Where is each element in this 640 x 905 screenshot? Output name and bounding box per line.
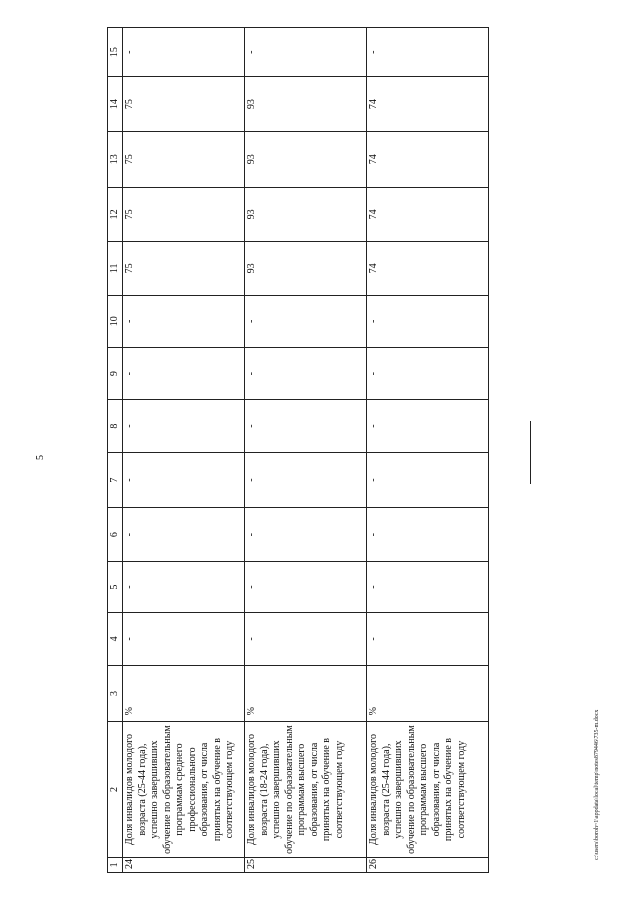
value-cell: - bbox=[123, 452, 245, 508]
header-cell: 11 bbox=[108, 242, 123, 295]
row-number-cell: 25 bbox=[245, 857, 367, 872]
value-cell: 93 bbox=[245, 187, 367, 242]
unit-cell: % bbox=[367, 665, 489, 722]
row-number-cell: 24 bbox=[123, 857, 245, 872]
header-cell: 10 bbox=[108, 295, 123, 347]
value-cell: - bbox=[245, 347, 367, 399]
value-cell: - bbox=[245, 28, 367, 77]
value-cell: - bbox=[367, 508, 489, 561]
value-cell: - bbox=[245, 508, 367, 561]
indicator-name-cell: Доля инвалидов молодого возраста (18-24 года), успешно завершивших обучение по образовательным программам высшего образования, от числа принятых на обучение в соответствующем году bbox=[245, 722, 367, 857]
value-cell: - bbox=[123, 508, 245, 561]
value-cell: - bbox=[245, 452, 367, 508]
indicators-table-wrapper bbox=[107, 27, 489, 873]
value-cell: 93 bbox=[245, 131, 367, 187]
row-number-cell: 26 bbox=[367, 857, 489, 872]
value-cell: 74 bbox=[367, 187, 489, 242]
value-cell: 93 bbox=[245, 77, 367, 132]
unit-cell: % bbox=[245, 665, 367, 722]
value-cell: 74 bbox=[367, 242, 489, 295]
table-row bbox=[367, 28, 489, 873]
file-path: c:\users\boroh~1\appdata\local\temp\notes879446\735-m.docx bbox=[594, 709, 600, 860]
value-cell: 75 bbox=[123, 131, 245, 187]
value-cell: - bbox=[245, 295, 367, 347]
unit-cell: % bbox=[123, 665, 245, 722]
column-number-row bbox=[108, 28, 123, 873]
value-cell: - bbox=[123, 613, 245, 665]
value-cell: - bbox=[123, 28, 245, 77]
header-cell: 14 bbox=[108, 77, 123, 132]
table-row bbox=[245, 28, 367, 873]
value-cell: - bbox=[123, 400, 245, 452]
header-cell: 13 bbox=[108, 131, 123, 187]
footnote-rule bbox=[530, 421, 531, 484]
header-cell: 5 bbox=[108, 561, 123, 612]
header-cell: 15 bbox=[108, 28, 123, 77]
value-cell: - bbox=[123, 295, 245, 347]
header-cell: 6 bbox=[108, 508, 123, 561]
header-cell: 2 bbox=[108, 722, 123, 857]
indicator-name-cell: Доля инвалидов молодого возраста (25-44 года), успешно завершивших обучение по образовательным программам высшего образования, от числа принятых на обучение в соответствующем году bbox=[367, 722, 489, 857]
header-cell: 7 bbox=[108, 452, 123, 508]
value-cell: - bbox=[367, 400, 489, 452]
value-cell: 75 bbox=[123, 77, 245, 132]
header-cell: 9 bbox=[108, 347, 123, 399]
value-cell: - bbox=[367, 452, 489, 508]
value-cell: - bbox=[123, 561, 245, 612]
value-cell: 75 bbox=[123, 242, 245, 295]
header-cell: 8 bbox=[108, 400, 123, 452]
table-body bbox=[108, 28, 489, 873]
value-cell: 75 bbox=[123, 187, 245, 242]
header-cell: 1 bbox=[108, 857, 123, 872]
value-cell: - bbox=[367, 347, 489, 399]
value-cell: - bbox=[367, 28, 489, 77]
page-number: 5 bbox=[35, 455, 46, 460]
header-cell: 3 bbox=[108, 665, 123, 722]
table-row bbox=[123, 28, 245, 873]
value-cell: 74 bbox=[367, 77, 489, 132]
value-cell: 93 bbox=[245, 242, 367, 295]
value-cell: - bbox=[245, 400, 367, 452]
value-cell: - bbox=[367, 561, 489, 612]
value-cell: - bbox=[123, 347, 245, 399]
value-cell: - bbox=[245, 561, 367, 612]
value-cell: - bbox=[367, 613, 489, 665]
value-cell: - bbox=[367, 295, 489, 347]
header-cell: 12 bbox=[108, 187, 123, 242]
value-cell: 74 bbox=[367, 131, 489, 187]
indicators-table bbox=[107, 27, 489, 873]
indicator-name-cell: Доля инвалидов молодого возраста (25-44 года), успешно завершивших обучение по образовательным программам среднего профессионального образования, от числа принятых на обучение в соответствующем году bbox=[123, 722, 245, 857]
value-cell: - bbox=[245, 613, 367, 665]
header-cell: 4 bbox=[108, 613, 123, 665]
